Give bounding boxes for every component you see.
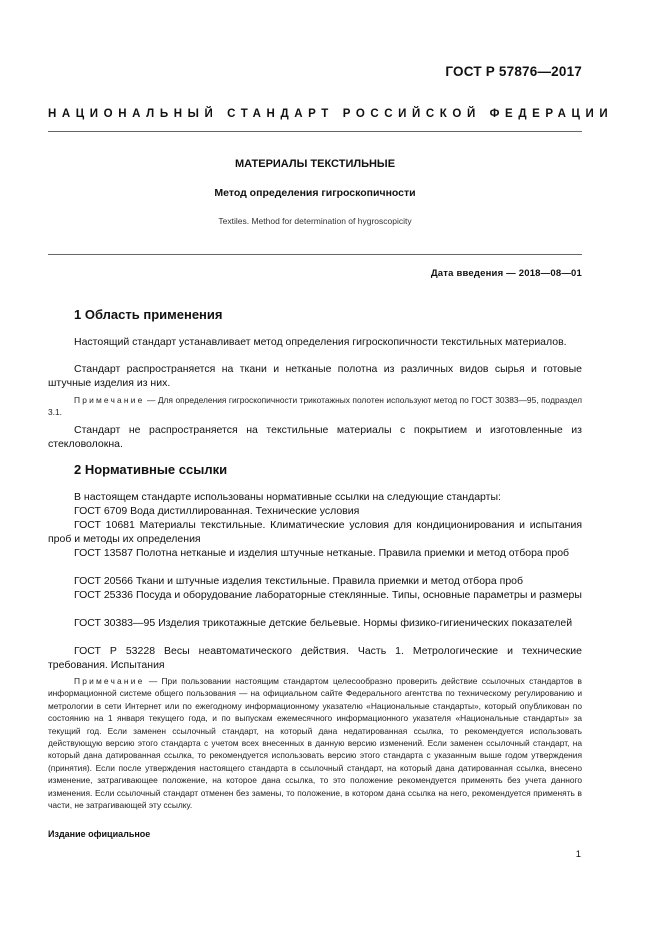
section-2-intro: В настоящем стандарте использованы нормативные ссылки на следующие стандарты:: [74, 491, 501, 503]
document-title: МАТЕРИАЛЫ ТЕКСТИЛЬНЫЕ: [234, 158, 396, 170]
official-edition-label: Издание официальное: [48, 829, 151, 839]
page-number: 1: [575, 849, 581, 860]
section-2-heading: 2 Нормативные ссылки: [74, 462, 228, 477]
section-1-heading: 1 Область применения: [74, 307, 223, 322]
reference-item: ГОСТ 25336 Посуда и оборудование лабораторные стеклянные. Типы, основные параметры и размеры: [74, 589, 582, 601]
section-1-note: Примечание — Для определения гигроскопичности трикотажных полотен используют метод по ГОСТ 30383—95, подраздел 3.1.: [48, 395, 582, 418]
effective-date: Дата введения — 2018—08—01: [430, 268, 582, 279]
reference-item: ГОСТ 20566 Ткани и штучные изделия текстильные. Правила приемки и метод отбора проб: [74, 575, 524, 587]
title-divider: [48, 254, 582, 255]
reference-item: ГОСТ 10681 Материалы текстильные. Климатические условия для кондиционирования и испытания проб и методы их определения: [48, 519, 583, 545]
section-1-paragraph-2: Стандарт распространяется на ткани и нетканые полотна из различных видов сырья и готовые штучные изделия из них.: [48, 363, 582, 389]
reference-item: ГОСТ 30383—95 Изделия трикотажные детские бельевые. Нормы физико-гигиенических показателей: [74, 617, 573, 629]
section-2-note: Примечание — При пользовании настоящим стандартом целесообразно проверить действие ссылочных стандартов в информационной системе общего пользования — на официальном сайте Федерального агентства по техническому регулированию и метрологии в сети Интернет или по ежегодному информационному указателю «Национальные стандарты», который опубликован по состоянию на 1 января текущего года, и по выпускам ежемесячного информационного указателя «Национальные стандарты» за текущий год. Если заменен ссылочный стандарт, на который дана недатированная ссылка, то рекомендуется использовать действующую версию этого стандарта с учетом всех внесенных в данную версию изменений. Если заменен ссылочный стандарт, на который дана датированная ссылка, то рекомендуется использовать версию этого стандарта с указанным выше годом утверждения (принятия). Если после утверждения настоящего стандарта в ссылочный стандарт, на который дана датированная ссылка, внесено изменение, затрагивающее положение, на которое дана ссылка, то это положение рекомендуется применять без учета данного изменения. Если ссылочный стандарт отменен без замены, то положение, в котором дана ссылка на него, рекомендуется применять в части, не затрагивающей эту ссылку.: [48, 676, 582, 811]
header-divider: [48, 131, 582, 132]
reference-item: ГОСТ Р 53228 Весы неавтоматического действия. Часть 1. Метрологические и технические требования. Испытания: [48, 645, 582, 671]
reference-item: ГОСТ 6709 Вода дистиллированная. Технические условия: [74, 505, 360, 517]
english-title: Textiles. Method for determination of hygroscopicity: [218, 216, 412, 226]
document-subtitle: Метод определения гигроскопичности: [214, 187, 416, 199]
section-1-paragraph-1: Настоящий стандарт устанавливает метод определения гигроскопичности текстильных материалов.: [74, 336, 567, 348]
reference-item: ГОСТ 13587 Полотна нетканые и изделия штучные нетканые. Правила приемки и метод отбора проб: [74, 547, 570, 559]
document-code: ГОСТ Р 57876—2017: [445, 64, 582, 79]
national-standard-banner: НАЦИОНАЛЬНЫЙ СТАНДАРТ РОССИЙСКОЙ ФЕДЕРАЦИИ: [48, 108, 614, 120]
section-1-paragraph-3: Стандарт не распространяется на текстильные материалы с покрытием и изготовленные из стекловолокна.: [48, 424, 582, 450]
